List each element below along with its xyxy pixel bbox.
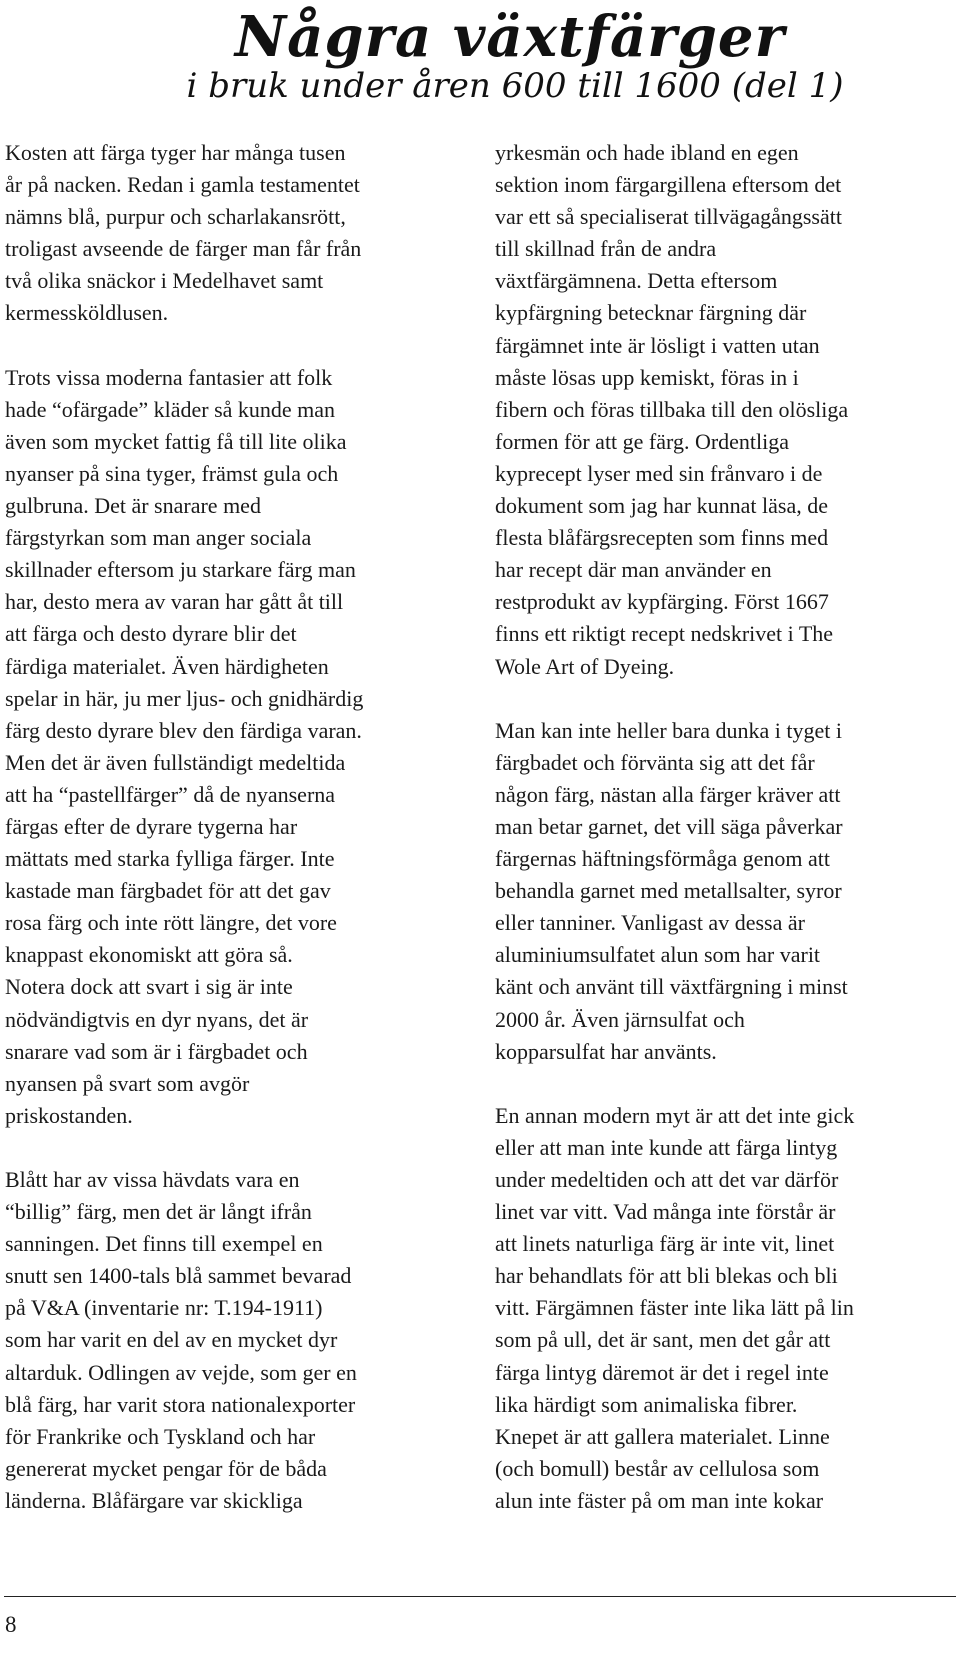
right-column [495,137,957,1549]
page-title: Några växtfärger [234,4,786,70]
footer-divider [4,1596,956,1597]
page-number: 8 [5,1612,17,1637]
paragraph: Trots vissa moderna fantasier att folk hade “ofärgade” kläder så kunde man även som mycket fattig få till lite olika nyanser på sina tyger, främst gula och gulbruna. Det är snarare med färgstyrkan som man anger sociala skillnader eftersom ju starkare färg man har, desto mera av varan har gått åt till att färga och desto dyrare blir det färdiga materialet. Även härdigheten spelar in här, ju mer ljus- och gnidhärdig färg desto dyrare blev den färdiga varan. Men det är även fullständigt medeltida att ha “pastellfärger” då de nyanserna färgas efter de dyrare tygerna har mättats med starka fylliga färger. Inte kastade man färgbadet för att det gav rosa färg och inte rött längre, det vore knappast ekonomiskt att göra så. Notera dock att svart i sig är inte nödvändigtvis en dyr nyans, det är snarare vad som är i färgbadet och nyansen på svart som avgör priskostanden. [5,364,364,1128]
paragraph: Man kan inte heller bara dunka i tyget i färgbadet och förvänta sig att det får någon färg, nästan alla färger kräver att man betar garnet, det vill säga påverkar färgernas häftningsförmåga genom att behandla garnet med metallsalter, syror eller tanniner. Vanligast av dessa är aluminiumsulfatet alun som har varit känt och använt till växtfärgning i minst 2000 år. Även järnsulfat och kopparsulfat har använts. [495,717,848,1064]
left-column [5,137,440,1549]
paragraph: Kosten att färga tyger har många tusen år på nacken. Redan i gamla testamentet nämns blå, purpur och scharlakansrött, troligast avseende de färger man får från två olika snäckor i Medelhavet samt kermessköldlusen. [5,140,362,326]
paragraph: yrkesmän och hade ibland en egen sektion inom färgargillena eftersom det var ett så specialiserat tillvägagångssätt till skillnad från de andra växtfärgämnena. Detta eftersom kypfärgning betecknar färgning där färgämnet inte är lösligt i vatten utan måste lösas upp kemiskt, föras in i fibern och föras tillbaka till den olösliga formen för att ge färg. Ordentliga kyprecept lyser med sin frånvaro i de dokument som jag har kunnat läsa, de flesta blåfärgsrecepten som finns med har recept där man använder en restprodukt av kypfärging. Först 1667 finns ett riktigt recept nedskrivet i The Wole Art of Dyeing. [495,140,849,679]
paragraph: En annan modern myt är att det inte gick eller att man inte kunde att färga lintyg under medeltiden och att det var därför linet var vitt. Vad många inte förstår är att linets naturliga färg är inte vit, linet har behandlats för att bli blekas och bli vitt. Färgämnen fäster inte lika lätt på lin som på ull, det är sant, men det går att färga lintyg däremot är det i regel inte lika härdigt som animaliska fibrer. Knepet är att gallera materialet. Linne (och bomull) består av cellulosa som alun inte fäster på om man inte kokar [495,1102,855,1513]
paragraph: Blått har av vissa hävdats vara en “billig” färg, men det är långt ifrån sanningen. Det finns till exempel en snutt sen 1400-tals blå sammet bevarad på V&A (inventarie nr: T.194-1911) som har varit en del av en mycket dyr altarduk. Odlingen av vejde, som ger en blå färg, har varit stora nationalexporter för Frankrike och Tyskland och har genererat mycket pengar för de båda länderna. Blåfärgare var skickliga [5,1167,357,1513]
page-subtitle: i bruk under åren 600 till 1600 (del 1) [186,66,844,106]
